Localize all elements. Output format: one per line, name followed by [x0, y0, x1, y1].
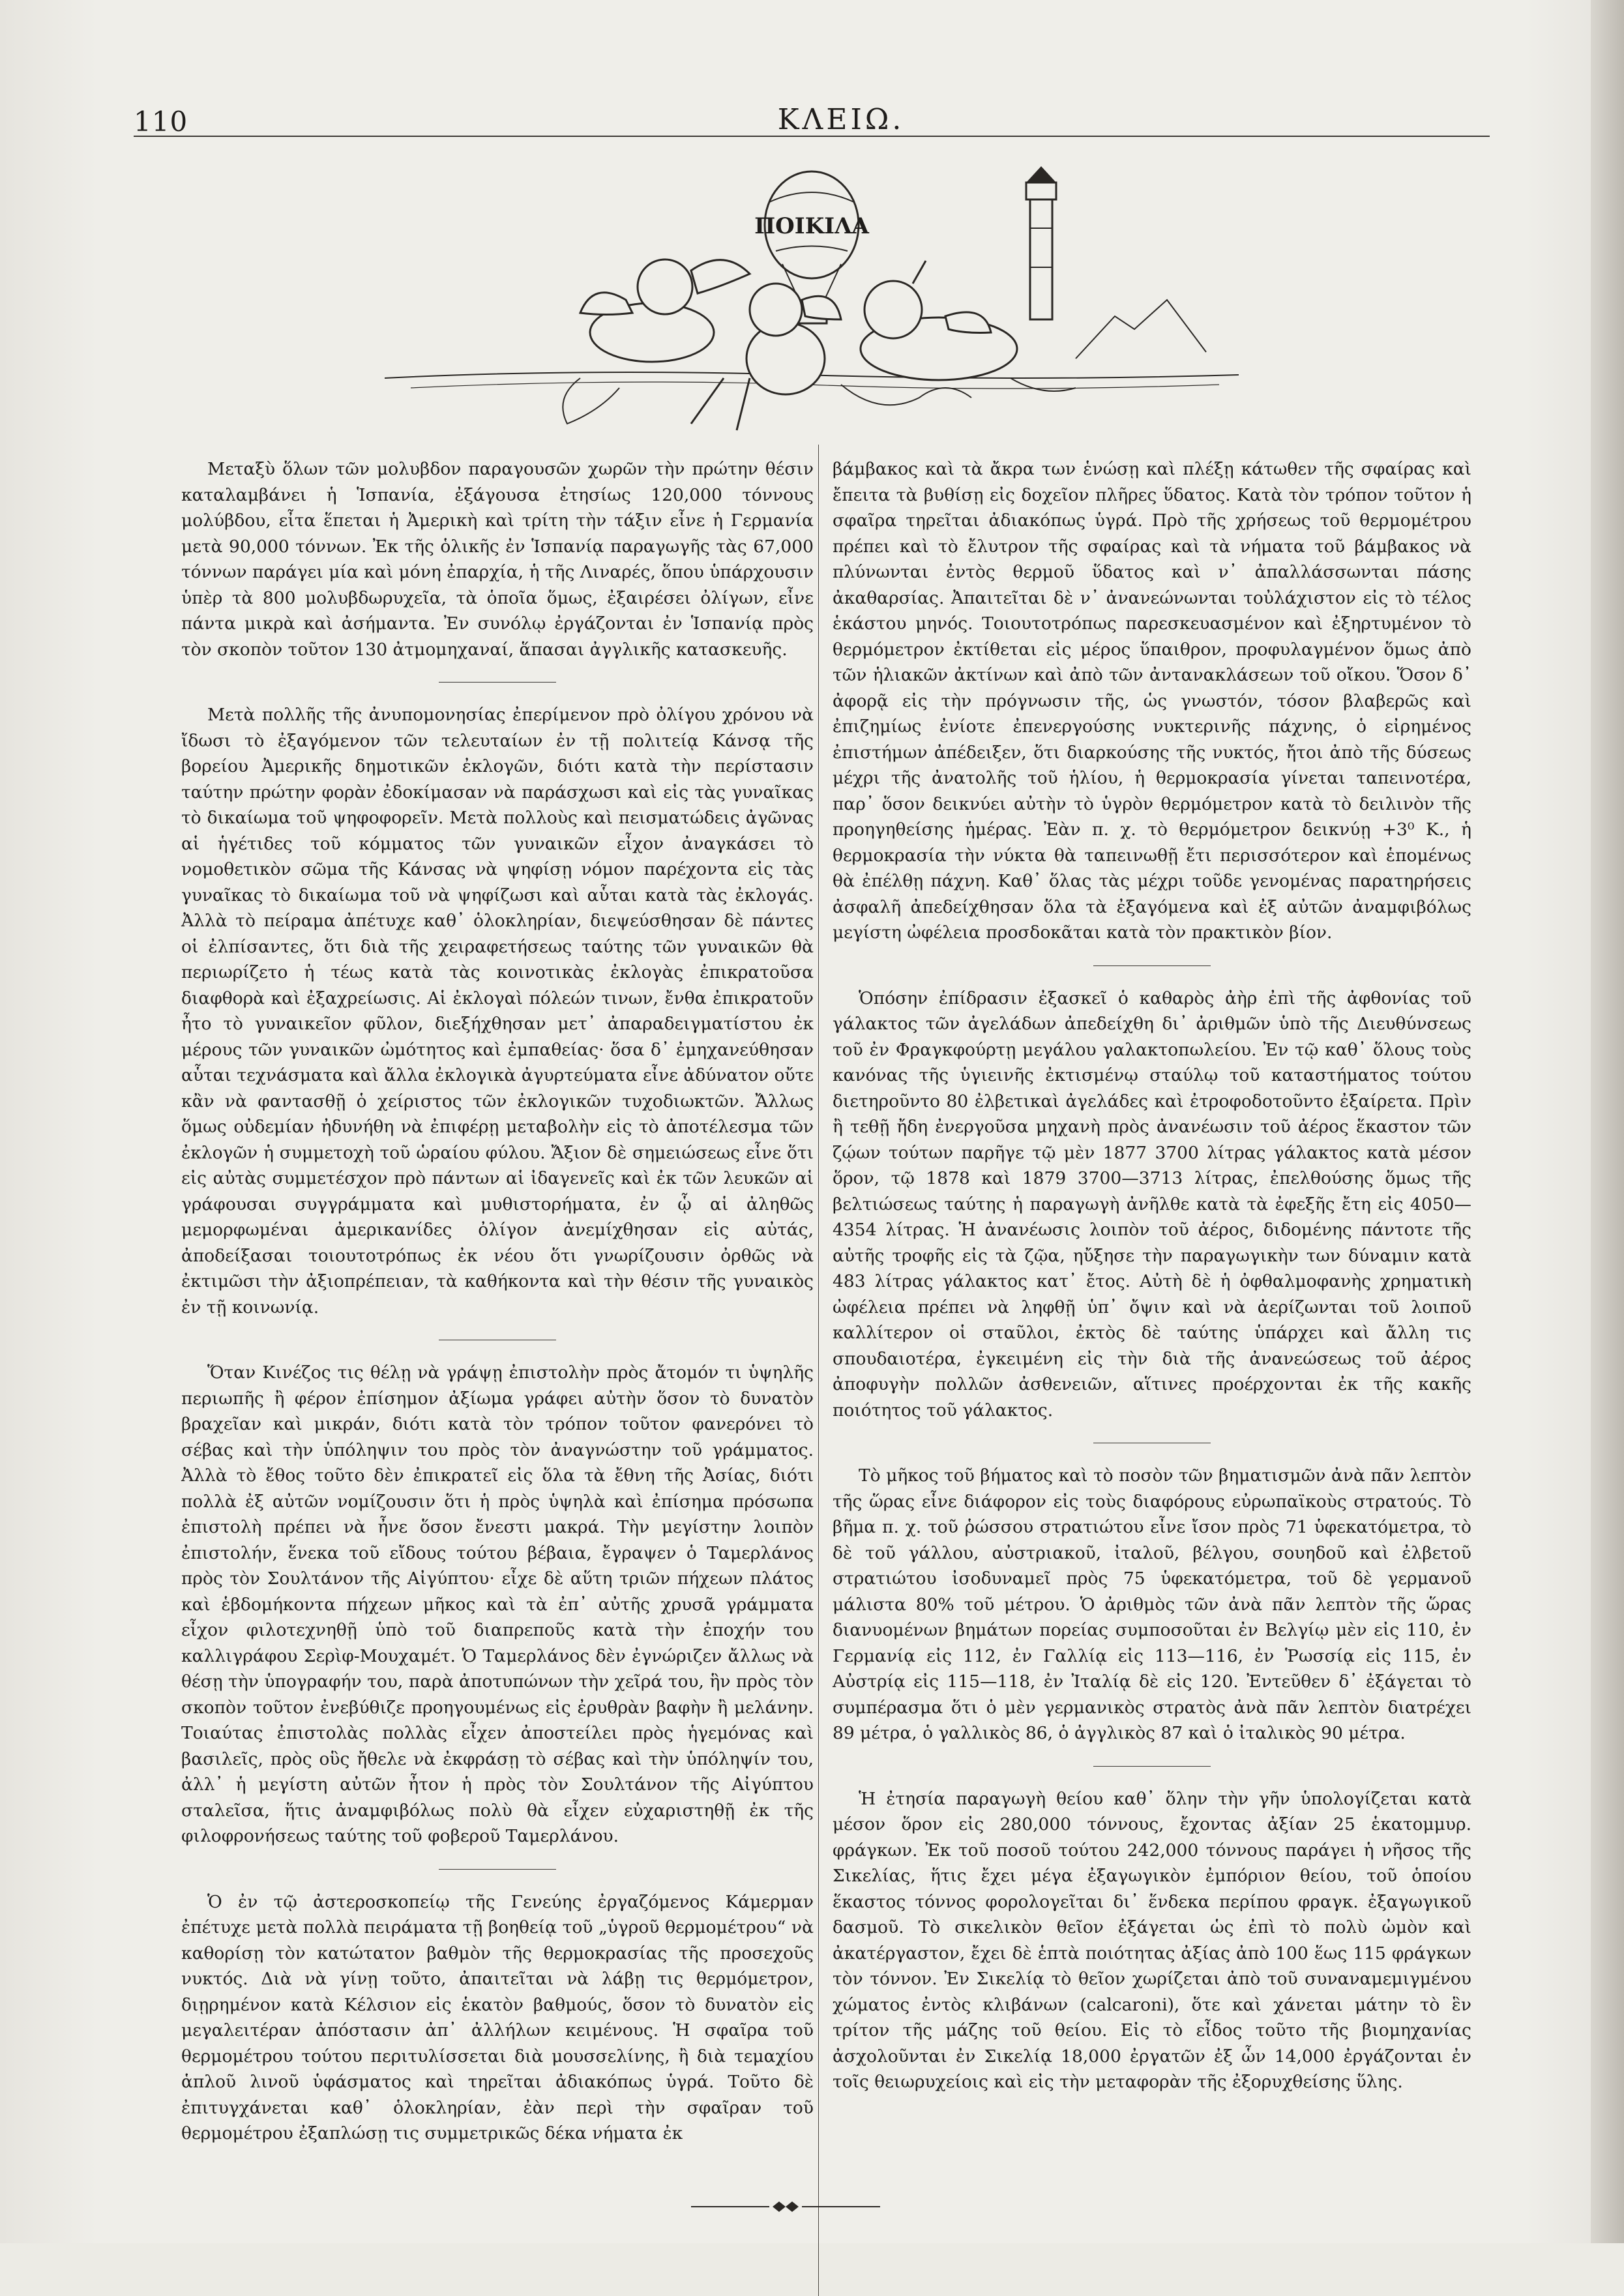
- article-chinese-letters: Ὅταν Κινέζος τις θέλῃ νὰ γράψῃ ἐπιστολὴν πρὸς ἄτομόν τι ὑψηλῆς περιωπῆς ἢ φέρον ἐπίσημον ἀξίωμα γράφει αὐτὴν ὅσον τὸ δυνατὸν βραχεῖαν καὶ μικράν, διότι κατὰ τὸν τρόπον τοῦτον φανερόνει τὸ σέβας καὶ τὴν ὑπόληψιν του πρὸς τὸν ἀναγνώστην τοῦ γράμματος. Ἀλλὰ τὸ ἔθος τοῦτο δὲν ἐπικρατεῖ εἰς ὅλα τὰ ἔθνη τῆς Ἀσίας, διότι πολλὰ ἐξ αὐτῶν νομίζουσιν ὅτι ἡ πρὸς ὑψηλὰ καὶ ἐπίσημα πρόσωπα ἐπιστολὴ πρέπει νὰ ἦνε ὅσον ἔνεστι μακρά. Τὴν μεγίστην λοιπὸν ἐπιστολήν, ἕνεκα τοῦ εἴδους τούτου βέβαια, ἔγραψεν ὁ Ταμερλάνος πρὸς τὸν Σουλτάνον τῆς Αἰγύπτου· εἶχε δὲ αὕτη τριῶν πήχεων πλάτος καὶ ἑβδομήκοντα πήχεων μῆκος καὶ τὰ ἐπ᾿ αὐτῆς χρυσᾶ γράμματα εἶχον φιλοτεχνηθῇ ὑπὸ τοῦ διαπρεποῦς κατὰ τὴν ἐποχήν του καλλιγράφου Σερὶφ-Μουχαμέτ. Ὁ Ταμερλάνος δὲν ἐγνώριζεν ἄλλως νὰ θέσῃ τὴν ὑπογραφήν του, παρὰ ἀποτυπώνων τὴν χεῖρά του, ἣν πρὸς τὸν σκοπὸν τοῦτον ἐνεβύθιζε προηγουμένως εἰς ἐρυθρὰν βαφὴν ἢ μελάνην. Τοιαύτας ἐπιστολὰς πολλὰς εἶχεν ἀποστείλει πρὸς ἡγεμόνας καὶ βασιλεῖς, πρὸς οὓς ἤθελε νὰ ἐκφράσῃ τὸ σέβας καὶ τὴν ὑπόληψίν του, ἀλλ᾿ ἡ μεγίστη αὐτῶν ἦτον ἡ πρὸς τὸν Σουλτάνον τῆς Αἰγύπτου σταλεῖσα, ἥτις ἀναμφιβόλως πολὺ θὰ εἶχεν εὐχαριστηθῇ ἐκ τῆς φιλοφρονήσεως ταύτης τοῦ φοβεροῦ Ταμερλάνου.: [181, 1362, 814, 1846]
- header-rule: [134, 136, 1490, 137]
- article-wet-thermometer-continued: βάμβακος καὶ τὰ ἄκρα των ἑνώσῃ καὶ πλέξῃ κάτωθεν τῆς σφαίρας καὶ ἔπειτα τὰ βυθίσῃ εἰς δοχεῖον πλῆρες ὕδατος. Κατὰ τὸν τρόπον τοῦτον ἡ σφαῖρα τηρεῖται ἀδιακόπως ὑγρά. Πρὸ τῆς χρήσεως τοῦ θερμομέτρου πρέπει καὶ τὸ ἔλυτρον τῆς σφαίρας καὶ τὰ νήματα τοῦ βάμβακος νὰ πλύνωνται ἐντὸς θερμοῦ ὕδατος καὶ ν᾿ ἀπαλλάσσωνται πάσης ἀκαθαρσίας. Ἀπαιτεῖται δὲ ν᾿ ἀνανεώνωνται τοὐλάχιστον εἰς τὸ τέλος ἑκάστου μηνός. Τοιουτοτρόπως παρεσκευασμένον καὶ ἐξηρτυμένον τὸ θερμόμετρον ἐκτίθεται εἰς μέρος ὕπαιθρον, προφυλαγμένον ὅμως ἀπὸ τῶν ἡλιακῶν ἀκτίνων καὶ ἀπὸ τῶν ἀντανακλάσεων τοῦ οἴκου. Ὅσον δ᾿ ἀφορᾷ εἰς τὴν πρόγνωσιν τῆς, ὡς γνωστόν, τόσον βλαβερῶς καὶ ἐπιζημίως ἐνίοτε ἐπενεργούσης νυκτερινῆς πάχνης, ὁ εἰρημένος ἐπιστήμων ἀπέδειξεν, ὅτι διαρκούσης τῆς νυκτός, ἤτοι ἀπὸ τῆς δύσεως μέχρι τῆς ἀνατολῆς τοῦ ἡλίου, ἡ θερμοκρασία γίνεται ταπεινοτέρα, παρ᾿ ὅσον δεικνύει αὐτὴν τὸ ὑγρὸν θερμόμετρον κατὰ τὸ δειλινὸν τῆς προηγηθείσης ἡμέρας. Ἐὰν π. χ. τὸ θερμόμετρον δεικνύῃ +3⁰ Κ., ἡ θερμοκρασία τὴν νύκτα θὰ ταπεινωθῇ ἔτι περισσότερον καὶ ἑπομένως θὰ ἐπέλθῃ πάχνη. Καθ᾿ ὅλας τὰς μέχρι τοῦδε γενομένας παρατηρήσεις ἀσφαλῆ ἀπεδείχθησαν ὅλα τὰ ἐξαγόμενα καὶ ἐξ αὐτῶν ἀναμφιβόλως μεγίστη ὠφέλεια προσδοκᾶται κατὰ τὸν πρακτικὸν βίον.: [833, 459, 1471, 943]
- section-separator: [439, 1869, 556, 1870]
- running-title: ΚΛΕΙΩ.: [777, 103, 905, 136]
- section-separator: [1093, 1766, 1211, 1767]
- article-marching-step: Τὸ μῆκος τοῦ βήματος καὶ τὸ ποσὸν τῶν βηματισμῶν ἀνὰ πᾶν λεπτὸν τῆς ὥρας εἶνε διάφορον εἰς τοὺς διαφόρους εὐρωπαϊκοὺς στρατούς. Τὸ βῆμα π. χ. τοῦ ῥώσσου στρατιώτου εἶνε ἴσον πρὸς 71 ὑφεκατόμετρα, τὸ δὲ τοῦ γάλλου, αὐστριακοῦ, ἰταλοῦ, βέλγου, σουηδοῦ καὶ ἐλβετοῦ στρατιώτου ἰσοδυναμεῖ πρὸς 75 ὑφεκατόμετρα, τοῦ δὲ γερμανοῦ μάλιστα 80% τοῦ μέτρου. Ὁ ἀριθμὸς τῶν ἀνὰ πᾶν λεπτὸν τῆς ὥρας διανυομένων βημάτων πορείας συμποσοῦται ἐν Βελγίῳ μὲν εἰς 110, ἐν Γερμανίᾳ εἰς 112, ἐν Γαλλίᾳ εἰς 113—116, ἐν Ῥωσσίᾳ εἰς 115, ἐν Αὐστρίᾳ εἰς 115—118, ἐν Ἰταλίᾳ δὲ εἰς 120. Ἐντεῦθεν δ᾿ ἐξάγεται τὸ συμπέρασμα ὅτι ὁ μὲν γερμανικὸς στρατὸς ἀνὰ πᾶν λεπτὸν διατρέχει 89 μέτρα, ὁ γαλλικὸς 86, ὁ ἀγγλικὸς 87 καὶ ὁ ἰταλικὸς 90 μέτρα.: [833, 1465, 1471, 1743]
- section-separator: [439, 682, 556, 683]
- section-separator: [1093, 965, 1211, 966]
- article-lead-mining: Μεταξὺ ὅλων τῶν μολυβδον παραγουσῶν χωρῶν τὴν πρώτην θέσιν καταλαμβάνει ἡ Ἱσπανία, ἐξάγουσα ἐτησίως 120,000 τόννους μολύβδου, εἶτα ἕπεται ἡ Ἀμερικὴ καὶ τρίτη τὴν τάξιν εἶνε ἡ Γερμανία μετὰ 90,000 τόννων. Ἐκ τῆς ὁλικῆς ἐν Ἱσπανίᾳ παραγωγῆς τὰς 67,000 τόννων παράγει μία καὶ μόνη ἐπαρχία, ἡ τῆς Λιναρές, ὅπου ὑπάρχουσιν ὑπὲρ τὰ 800 μολυβδωρυχεῖα, τὰ ὁποῖα ὅμως, ἐξαιρέσει ὀλίγων, εἶνε πάντα μικρὰ καὶ ἀσήμαντα. Ἐν συνόλῳ ἐργάζονται ἐν Ἱσπανίᾳ πρὸς τὸν σκοπὸν τοῦτον 130 ἀτμομηχαναί, ἅπασαι ἀγγλικῆς κατασκευῆς.: [181, 459, 814, 660]
- article-kansas-elections: Μετὰ πολλῆς τῆς ἀνυπομονησίας ἐπερίμενον πρὸ ὀλίγου χρόνου νὰ ἴδωσι τὸ ἐξαγόμενον τῶν τελευταίων ἐν τῇ πολιτείᾳ Κάνσᾳ τῆς βορείου Ἀμερικῆς δημοτικῶν ἐκλογῶν, διότι κατὰ τὴν περίστασιν ταύτην πρώτην φορὰν ἐδοκίμασαν νὰ παράσχωσι καὶ εἰς τὰς γυναῖκας τὸ δικαίωμα τοῦ ψηφοφορεῖν. Μετὰ πολλοὺς καὶ πεισματώδεις ἀγῶνας αἱ ἡγέτιδες τοῦ κόμματος τῶν γυναικῶν εἶχον ἀναγκάσει τὸ νομοθετικὸν σῶμα τῆς Κάνσας νὰ ψηφίσῃ νόμον παρέχοντα εἰς τὰς γυναῖκας τὸ δικαίωμα τοῦ νὰ ψηφίζωσι καὶ αὗται κατὰ τὰς ἐκλογάς. Ἀλλὰ τὸ πείραμα ἀπέτυχε καθ᾿ ὁλοκληρίαν, διεψεύσθησαν δὲ πάντες οἱ ἐλπίσαντες, ὅτι διὰ τῆς χειραφετήσεως ταύτης τῶν γυναικῶν θὰ περιωρίζετο ἡ τέως κατὰ τὰς κοινοτικὰς ἐκλογὰς ἐπικρατοῦσα διαφθορὰ καὶ ἐξαχρείωσις. Αἱ ἐκλογαὶ πόλεών τινων, ἔνθα ἐπικρατοῦν ἦτο τὸ γυναικεῖον φῦλον, διεξήχθησαν μετ᾿ ἀπαραδειγματίστου ἐκ μέρους τῶν γυναικῶν ὠμότητος καὶ ἐμπαθείας· ὅσα δ᾿ ἐμηχανεύθησαν αὗται τεχνάσματα καὶ ἄλλα ἐκλογικὰ ἀγυρτεύματα εἶνε ἀδύνατον οὔτε κἂν νὰ φαντασθῇ ὁ χείριστος τῶν ἐκλογικῶν τυχοδιωκτῶν. Ἄλλως ὅμως οὐδεμίαν ἠδυνήθη νὰ ἐπιφέρῃ μεταβολὴν εἰς τὸ ἀποτέλεσμα τῶν ἐκλογῶν ἡ συμμετοχὴ τοῦ ὡραίου φύλου. Ἄξιον δὲ σημειώσεως εἶνε ὅτι εἰς αὐτὰς συμμετέσχον πρὸ πάντων αἱ ἰδαγενεῖς καὶ ἐκ τῶν λευκῶν αἱ γράφουσαι συγγράμματα καὶ μυθιστορήματα, ἐν ᾧ αἱ ἀληθῶς μεμορφωμέναι ἀμερικανίδες ὀλίγον ἀνεμίχθησαν εἰς αὐτάς, ἀποδείξασαι τοιουτοτρόπως ἐκ νέου ὅτι γνωρίζουσιν ὀρθῶς νὰ ἐκτιμῶσι τὴν ἀξιοπρέπειαν, τὰ καθήκοντα καὶ τὴν θέσιν τῆς γυναικὸς ἐν τῇ κοινωνίᾳ.: [181, 705, 814, 1317]
- article-sulphur-production: Ἡ ἐτησία παραγωγὴ θείου καθ᾿ ὅλην τὴν γῆν ὑπολογίζεται κατὰ μέσον ὅρον εἰς 280,000 τόννους, ἔχοντας ἀξίαν 25 ἑκατομμυρ. φράγκων. Ἐκ τοῦ ποσοῦ τούτου 242,000 τόννους παράγει ἡ νῆσος τῆς Σικελίας, ἥτις ἔχει μέγα ἐξαγωγικὸν ἐμπόριον θείου, τοῦ ὁποίου ἕκαστος τόννος φορολογεῖται δι᾿ ἕνδεκα περίπου φραγκ. ἐξαγωγικοῦ δασμοῦ. Τὸ σικελικὸν θεῖον ἐξάγεται ὡς ἐπὶ τὸ πολὺ ὠμὸν καὶ ἀκατέργαστον, ἔχει δὲ ἑπτὰ ποιότητας ἀξίας ἀπὸ 100 ἕως 115 φράγκων τὸν τόννον. Ἐν Σικελίᾳ τὸ θεῖον χωρίζεται ἀπὸ τοῦ συναναμεμιγμένου χώματος ἐντὸς κλιβάνων (calcaroni), ὅτε καὶ χάνεται μάτην τὸ ἓν τρίτον τῆς μάζης τοῦ θείου. Εἰς τὸ εἶδος τοῦτο τῆς βιομηχανίας ἀσχολοῦνται ἐν Σικελίᾳ 18,000 ἐργατῶν ἐξ ὧν 14,000 ἐργάζονται ἐν τοῖς θειωρυχείοις καὶ εἰς τὴν μεταφορὰν τῆς ἐξορυχθείσης ὕλης.: [833, 1788, 1471, 2092]
- balloon-label: ΠΟΙΚΙΛΑ: [754, 213, 869, 239]
- column-divider: [818, 445, 819, 2296]
- article-wet-thermometer: Ὁ ἐν τῷ ἀστεροσκοπείῳ τῆς Γενεύης ἐργαζόμενος Κάμερμαν ἐπέτυχε μετὰ πολλὰ πειράματα τῇ βοηθείᾳ τοῦ „ὑγροῦ θερμομέτρου“ νὰ καθορίσῃ τὸν κατώτατον βαθμὸν τῆς θερμοκρασίας τῆς προσεχοῦς νυκτός. Διὰ νὰ γίνῃ τοῦτο, ἀπαιτεῖται νὰ λάβῃ τις θερμόμετρον, διῃρημένον κατὰ Κέλσιον εἰς ἑκατὸν βαθμούς, ὅσον τὸ δυνατὸν εἰς μεγαλειτέραν ἀπόστασιν ἀπ᾿ ἀλλήλων κειμένους. Ἡ σφαῖρα τοῦ θερμομέτρου τούτου περιτυλίσσεται διὰ μουσσελίνης, ἢ διὰ τεμαχίου ἁπλοῦ λινοῦ ὑφάσματος καὶ τηρεῖται ἀδιακόπως ὑγρά. Τοῦτο δὲ ἐπιτυγχάνεται καθ᾿ ὁλοκληρίαν, ἐὰν περὶ τὴν σφαῖραν τοῦ θερμομέτρου ἐξαπλώσῃ τις συμμετρικῶς δέκα νήματα ἐκ: [181, 1891, 814, 2143]
- right-column: [833, 456, 1471, 2095]
- end-ornament: [691, 2197, 880, 2216]
- page-number: 110: [134, 106, 188, 138]
- lighthouse-icon: [1026, 166, 1056, 319]
- poikila-vignette-illustration: [385, 163, 1239, 443]
- page-gutter-shadow: [1591, 0, 1624, 2243]
- left-column: [181, 456, 814, 2147]
- article-fresh-air-milk: Ὁπόσην ἐπίδρασιν ἐξασκεῖ ὁ καθαρὸς ἀὴρ ἐπὶ τῆς ἀφθονίας τοῦ γάλακτος τῶν ἀγελάδων ἀπεδείχθη δι᾿ ἀριθμῶν ὑπὸ τῆς Διευθύνσεως τοῦ ἐν Φραγκφούρτῃ μεγάλου γαλακτοπωλείου. Ἐν τῷ καθ᾿ ὅλους τοὺς κανόνας τῆς ὑγιεινῆς ἐκτισμένῳ σταύλῳ τοῦ καταστήματος τούτου διετηροῦντο 80 ἐλβετικαὶ ἀγελάδες καὶ ἐτροφοδοτοῦντο ἐξαίρετα. Πρὶν ἢ τεθῇ ἤδη ἐνεργοῦσα μηχανὴ πρὸς ἀνανέωσιν τοῦ ἀέρος ἕκαστον τῶν ζῴων τούτων παρῆγε τῷ μὲν 1877 3700 λίτρας γάλακτος κατὰ μέσον ὅρον, τῷ 1878 καὶ 1879 3700—3713 λίτρας, ἐπελθούσης ὅμως τῆς βελτιώσεως ταύτης ἡ παραγωγὴ ἀνῆλθε κατὰ τὰ ἐφεξῆς ἔτη εἰς 4050—4354 λίτρας. Ἡ ἀνανέωσις λοιπὸν τοῦ ἀέρος, διδομένης πάντοτε τῆς αὐτῆς τροφῆς εἰς τὰ ζῷα, ηὔξησε τὴν παραγωγικὴν των δύναμιν κατὰ 483 λίτρας γάλακτος κατ᾿ ἔτος. Αὐτὴ δὲ ἡ ὀφθαλμοφανὴς χρηματικὴ ὠφέλεια πρέπει νὰ ληφθῇ ὑπ᾿ ὄψιν καὶ νὰ ἀερίζωνται τοῦ λοιποῦ καλλίτερον οἱ σταῦλοι, ἐκτὸς δὲ ταύτης ὑπάρχει καὶ ἄλλη τις σπουδαιοτέρα, ἐγκειμένη εἰς τὴν διὰ τῆς ἀνανεώσεως τοῦ ἀέρος ἀποφυγὴν πολλῶν ἀσθενειῶν, αἵτινες προέρχονται ἐκ τῆς κακῆς ποιότητος τοῦ γάλακτος.: [833, 988, 1471, 1420]
- cherubs-illustration: [580, 259, 1017, 394]
